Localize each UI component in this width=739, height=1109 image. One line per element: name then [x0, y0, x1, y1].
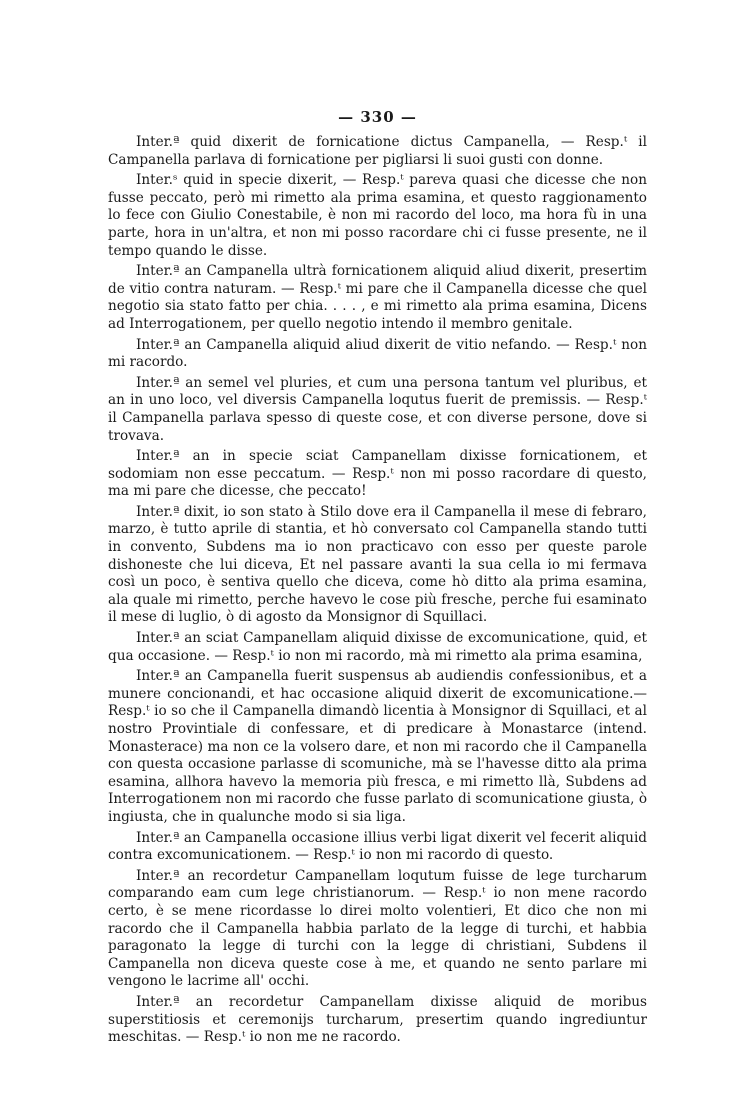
paragraph-10: Inter.ª an Campanella occasione illius verbi ligat dixerit vel fecerit aliquid contra excomunicationem. — Resp.ᵗ io non mi racordo di questo. — [108, 829, 647, 864]
paragraph-5: Inter.ª an semel vel pluries, et cum una persona tantum vel pluribus, et an in uno loco, vel diversis Campanella loqutus fuerit de premissis. — Resp.ᵗ il Campanella parlava spesso di queste cose, et con diverse persone, dove si trovava. — [108, 374, 647, 444]
paragraph-6: Inter.ª an in specie sciat Campanellam dixisse fornicationem, et sodomiam non esse peccatum. — Resp.ᵗ non mi posso racordare di questo, ma mi pare che dicesse, che peccato! — [108, 448, 647, 500]
paragraph-1: Inter.ª quid dixerit de fornicatione dictus Campanella, — Resp.ᵗ il Campanella parlava di fornicatione per pigliarsi li suoi gusti con donne. — [108, 134, 647, 168]
page-number: — 330 — — [338, 108, 417, 126]
paragraph-4: Inter.ª an Campanella aliquid aliud dixerit de vitio nefando. — Resp.ᵗ non mi racordo. — [108, 336, 647, 371]
paragraph-11: Inter.ª an recordetur Campanellam loqutum fuisse de lege turcharum comparando eam cum lege christianorum. — Resp.ᵗ io non mene racordo certo, è se mene ricordasse lo direi molto volentieri, Et dico che non mi racordo che il Campanella habbia parlato de la legge di turchi, et habbia paragonato la legge di turchi con la legge di christiani, Subdens il Campanella non diceva queste cose à me, et quando ne sento parlare mi vengono le lacrime all' occhi. — [108, 867, 647, 990]
paragraph-12: Inter.ª an recordetur Campanellam dixisse aliquid de moribus superstitiosis et ceremonijs turcharum, presertim quando ingrediuntur meschitas. — Resp.ᵗ io non me ne racordo. — [108, 993, 647, 1046]
paragraph-9: Inter.ª an Campanella fuerit suspensus ab audiendis confessionibus, et a munere concionandi, et hac occasione aliquid dixerit de excomunicatione.—Resp.ᵗ io so che il Campanella dimandò licentia à Monsignor di Squillaci, et al nostro Provintiale di confessare, et di predicare à Monastarce (intend. Monasterace) ma non ce la volsero dare, et non mi racordo che il Campanella con questa occasione parlasse di scomuniche, mà se l'havesse ditto ala prima esamina, allhora havevo la memoria più fresca, e mi rimetto llà, Subdens ad Interrogationem non mi racordo che fusse parlato di scomunicatione giusta, ò ingiusta, che in qualunche modo si sia liga. — [108, 668, 647, 825]
paragraph-7: Inter.ª dixit, io son stato à Stilo dove era il Campanella il mese di febraro, marzo, è tutto aprile di stantia, et hò conversato col Campanella stando tutti in convento, Subdens ma io non practicavo con esso per queste parole dishoneste che lui diceva, Et nel passare avanti la sua cella io mi fermava così un poco, è sentiva quello che diceva, come hò ditto ala prima esamina, ala quale mi rimetto, perche havevo le cose più fresche, perche fui esaminato il mese di luglio, ò di agosto da Monsignor di Squillaci. — [108, 503, 647, 626]
paragraph-3: Inter.ª an Campanella ultrà fornicationem aliquid aliud dixerit, presertim de vitio contra naturam. — Resp.ᵗ mi pare che il Campanella dicesse che quel negotio sia stato fatto per chia. . . . , e mi rimetto ala prima esamina, Dicens ad Interrogationem, per quello negotio intendo il membro genitale. — [108, 263, 647, 332]
paragraph-2: Inter.ˢ quid in specie dixerit, — Resp.ᵗ pareva quasi che dicesse che non fusse peccato, però mi rimetto ala prima esamina, et questo raggionamento lo fece con Giulio Conestabile, è non mi racordo del loco, ma hora fù in una parte, hora in un'altra, et non mi posso racordare chi ci fusse presente, ne il tempo quando le disse. — [108, 172, 647, 259]
paragraph-8: Inter.ª an sciat Campanellam aliquid dixisse de excomunicatione, quid, et qua occasione. — Resp.ᵗ io non mi racordo, mà mi rimetto ala prima esamina, — [108, 630, 647, 664]
